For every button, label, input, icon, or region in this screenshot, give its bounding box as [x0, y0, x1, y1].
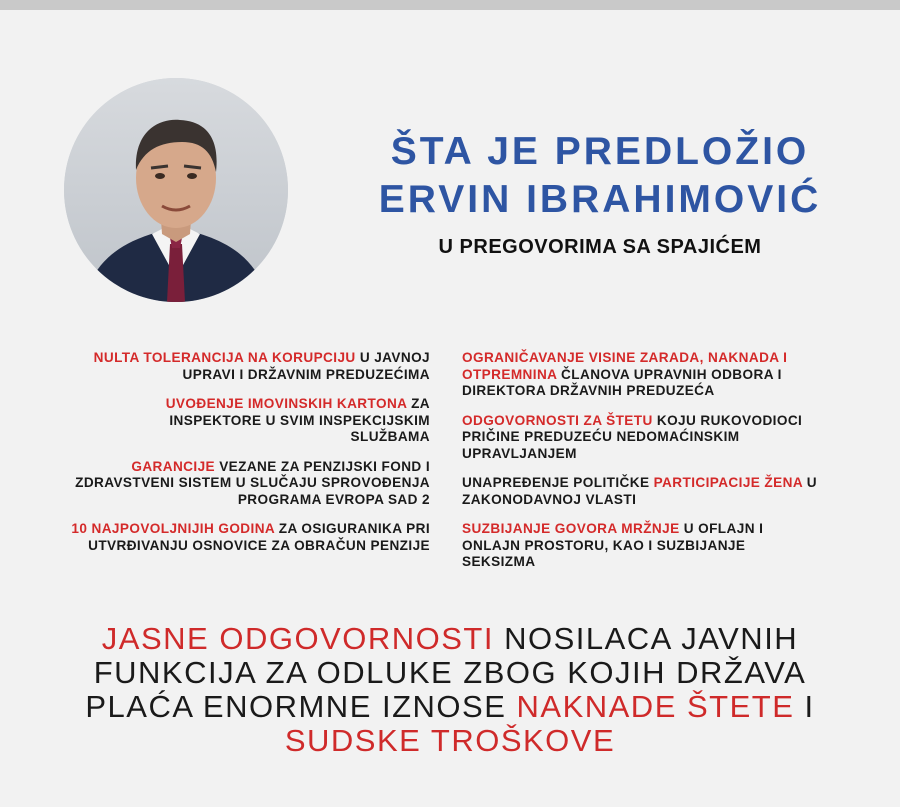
- proposals-right-column: [462, 350, 852, 584]
- page-title: [330, 128, 870, 224]
- proposal-text: UNAPREĐENJE POLITIČKE: [462, 475, 654, 490]
- proposal-item: [60, 459, 430, 509]
- portrait-photo: [64, 78, 288, 302]
- proposal-highlight: GARANCIJE: [131, 458, 216, 474]
- proposal-item: [462, 475, 852, 508]
- proposal-text: ZA OSIGURANIKA PRI UTVRĐIVANJU OSNOVICE ZA OBRAČUN PENZIJE: [88, 521, 430, 553]
- title-line-1: ŠTA JE PREDLOŽIO: [390, 130, 810, 173]
- statement-text: NOSILACA JAVNIH FUNKCIJA ZA ODLUKE ZBOG KOJIH DRŽAVA PLAĆA ENORMNE IZNOSE: [85, 621, 807, 724]
- proposal-highlight: ODGOVORNOSTI ZA ŠTETU: [462, 412, 653, 428]
- poster: [0, 10, 900, 807]
- statement-highlight: NAKNADE ŠTETE: [516, 689, 795, 724]
- proposal-item: [90, 350, 430, 383]
- proposal-highlight: SUZBIJANJE GOVORA MRŽNJE: [462, 521, 680, 536]
- statement-highlight: JASNE ODGOVORNOSTI: [101, 621, 494, 656]
- statement-highlight: SUDSKE TROŠKOVE: [284, 723, 616, 758]
- proposal-highlight: OGRANIČAVANJE VISINE ZARADA, NAKNADA I OTPREMNINA: [462, 350, 788, 382]
- statement-text: I: [794, 689, 815, 724]
- top-border: [0, 0, 900, 10]
- subtitle: U PREGOVORIMA SA SPAJIĆEM: [438, 236, 762, 258]
- proposal-item: [462, 350, 852, 400]
- proposal-text: ČLANOVA UPRAVNIH ODBORA I DIREKTORA DRŽAVNIH PREDUZEĆA: [462, 366, 782, 398]
- proposal-highlight: PARTICIPACIJE ŽENA: [653, 475, 803, 490]
- proposal-item: [462, 413, 852, 463]
- proposal-text: U OFLAJN I ONLAJN PROSTORU, KAO I SUZBIJANJE SEKSIZMA: [462, 521, 764, 569]
- proposal-text: U ZAKONODAVNOJ VLASTI: [462, 475, 817, 507]
- title-line-2: ERVIN IBRAHIMOVIĆ: [378, 178, 822, 221]
- proposal-text: VEZANE ZA PENZIJSKI FOND I ZDRAVSTVENI SISTEM U SLUČAJU SPROVOĐENJA PROGRAMA EVROPA SAD 2: [75, 458, 430, 507]
- proposal-highlight: NULTA TOLERANCIJA NA KORUPCIJU: [93, 350, 356, 365]
- proposal-text: U JAVNOJ UPRAVI I DRŽAVNIM PREDUZEĆIMA: [182, 350, 430, 382]
- proposal-item: [462, 521, 822, 571]
- proposal-item: [50, 521, 430, 554]
- proposal-text: ZA INSPEKTORE U SVIM INSPEKCIJSKIM SLUŽBAMA: [169, 396, 430, 444]
- proposal-highlight: 10 NAJPOVOLJNIJIH GODINA: [71, 521, 275, 536]
- proposals-left-column: [40, 350, 430, 567]
- proposal-item: [100, 396, 430, 446]
- proposal-text: KOJU RUKOVODIOCI PRIČINE PREDUZEĆU NEDOMAĆINSKIM UPRAVLJANJEM: [462, 412, 803, 461]
- proposal-highlight: UVOĐENJE IMOVINSKIH KARTONA: [165, 396, 407, 411]
- bottom-statement: [40, 622, 860, 758]
